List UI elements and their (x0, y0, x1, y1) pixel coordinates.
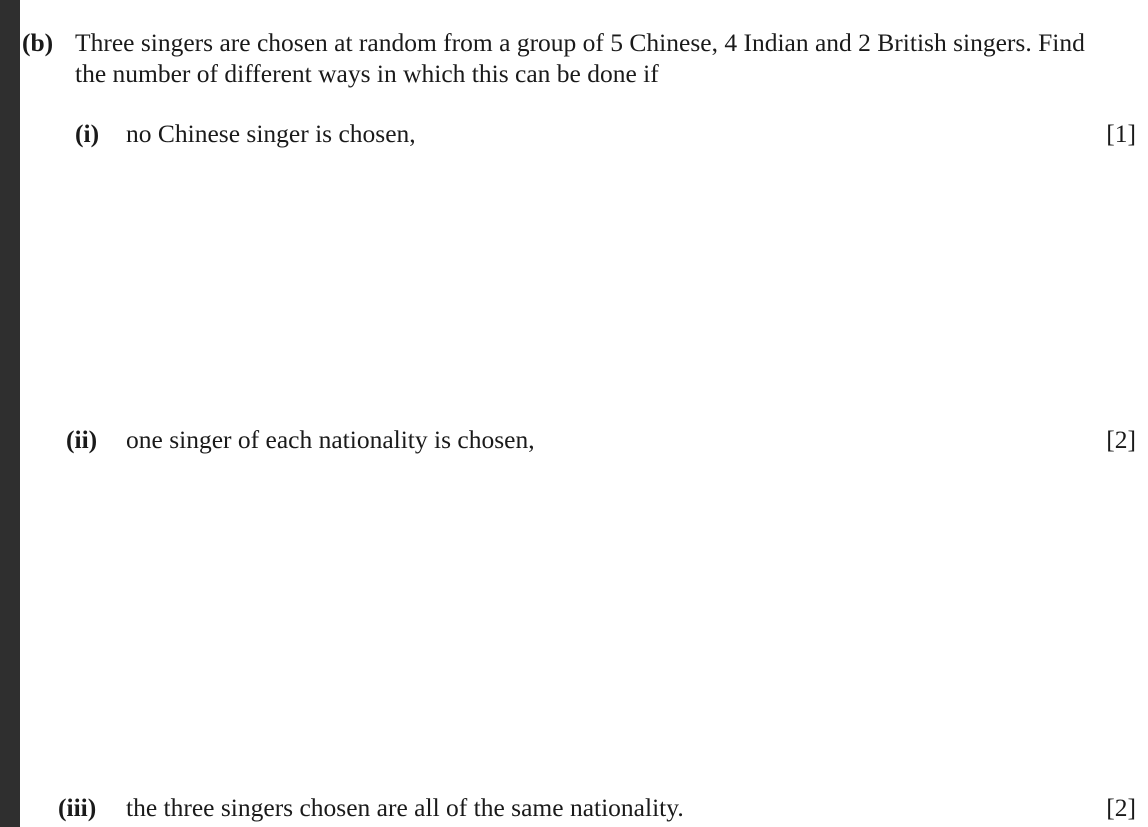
part-i-text: no Chinese singer is chosen, (126, 119, 416, 148)
part-iii-label: (iii) (58, 793, 97, 822)
exam-page (20, 0, 1148, 827)
part-iii-marks: [2] (1106, 793, 1136, 822)
part-i-label: (i) (75, 119, 100, 148)
question-label: (b) (22, 28, 54, 57)
left-dark-margin (0, 0, 20, 827)
part-i-marks: [1] (1106, 119, 1136, 148)
part-iii-text: the three singers chosen are all of the same nationality. (126, 793, 684, 822)
part-ii-marks: [2] (1106, 425, 1136, 454)
question-stem-line-2: the number of different ways in which this can be done if (75, 59, 659, 88)
question-stem-line-1: Three singers are chosen at random from a group of 5 Chinese, 4 Indian and 2 British singers. Find (75, 28, 1085, 57)
part-ii-text: one singer of each nationality is chosen, (126, 425, 535, 454)
part-ii-label: (ii) (66, 425, 98, 454)
